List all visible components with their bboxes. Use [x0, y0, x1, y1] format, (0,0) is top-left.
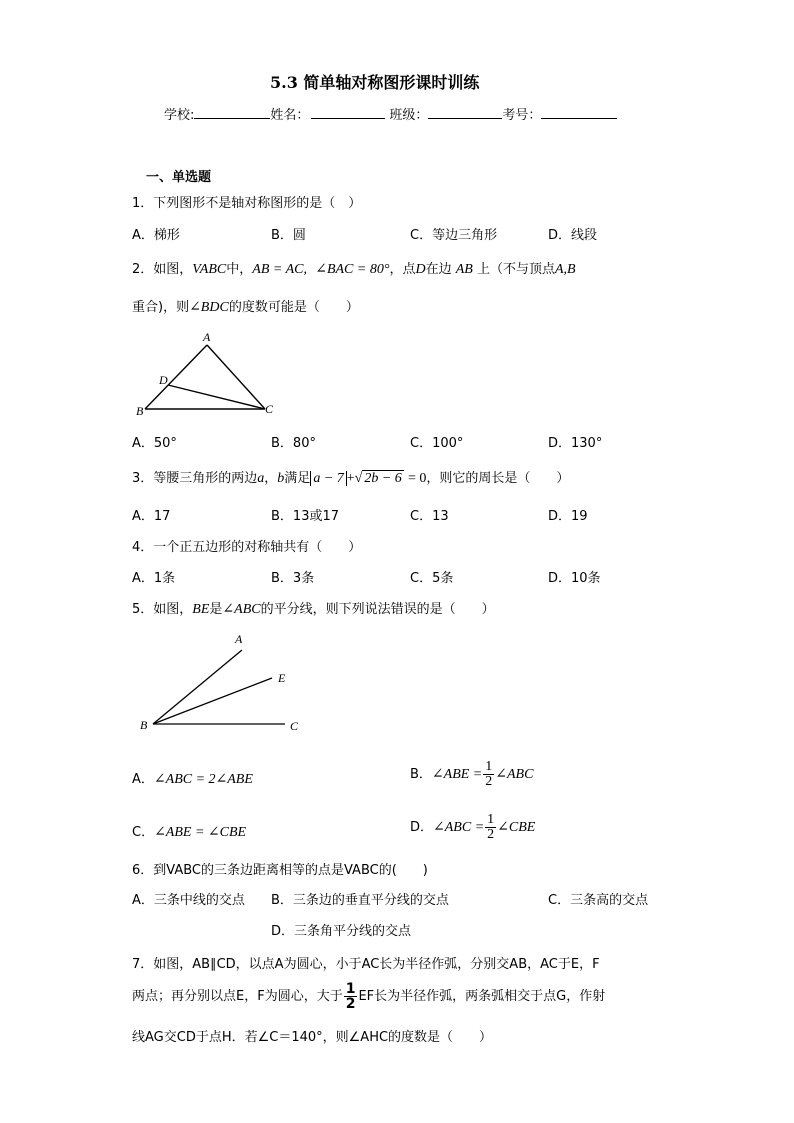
option-label: D．	[410, 820, 434, 835]
q6-option-d[interactable]: D．三条角平分线的交点	[271, 924, 412, 939]
q3-var-a: a	[257, 471, 265, 486]
label-d: D	[159, 373, 168, 387]
name-label: 姓名：	[270, 108, 310, 123]
label-e: E	[278, 671, 286, 685]
q5-angle-abc: ∠ABC	[222, 602, 261, 617]
q5-text: 是	[209, 602, 223, 617]
q2-text: 在边	[425, 262, 452, 277]
q2-prefix: 2．如图，	[132, 262, 193, 277]
ray-be	[153, 678, 272, 724]
fraction-half: $\frac{1}{2}$	[345, 981, 356, 1012]
question-4-stem: 4．一个正五边形的对称轴共有（ ）	[132, 540, 362, 555]
q1-option-a[interactable]: A．梯形	[132, 228, 180, 243]
label-c: C	[290, 719, 299, 733]
q6-option-c[interactable]: C．三条高的交点	[548, 893, 649, 908]
q2-option-c[interactable]: C．100°	[410, 436, 464, 451]
q3-option-d[interactable]: D．19	[548, 509, 588, 524]
option-formula: ∠ABE = ∠CBE	[154, 825, 247, 840]
q3-text: ，则它的周长是（ ）	[426, 471, 570, 486]
name-blank[interactable]	[311, 105, 385, 119]
q2-point-d: D	[415, 262, 426, 277]
q4-option-c[interactable]: C．5条	[410, 571, 454, 586]
q4-option-a[interactable]: A．1条	[132, 571, 176, 586]
class-label: 班级：	[389, 108, 429, 123]
question-1-stem: 1．下列图形不是轴对称图形的是（ ）	[132, 196, 362, 211]
student-info-row	[164, 104, 617, 123]
side-ab	[145, 345, 207, 409]
side-ac	[207, 345, 265, 409]
label-b: B	[140, 718, 148, 732]
q3-text: 满足	[284, 471, 311, 486]
q5-option-a[interactable]	[132, 768, 253, 788]
class-blank[interactable]	[428, 105, 502, 119]
question-2-stem	[132, 258, 576, 278]
q5-angle-figure	[132, 628, 312, 736]
q3-option-a[interactable]: A．17	[132, 509, 171, 524]
q3-option-b[interactable]: B．13或17	[271, 509, 340, 524]
id-label: 考号：	[502, 108, 542, 123]
q3-option-c[interactable]: C．13	[410, 509, 449, 524]
option-formula: ∠ABC = 2∠ABE	[153, 772, 253, 787]
id-blank[interactable]	[541, 105, 617, 119]
q5-segment-be: BE	[192, 602, 210, 617]
option-formula: ∠ABC	[495, 767, 534, 782]
school-label: 学校:	[164, 108, 195, 123]
question-3-stem: 3．等腰三角形的两边a，b满足 a − 7 +√ 2b − 6 = 0，则它的周长是（ ）	[132, 471, 570, 486]
q2-option-a[interactable]: A．50°	[132, 436, 177, 451]
q5-text: 5．如图，	[132, 602, 193, 617]
q1-option-c[interactable]: C．等边三角形	[410, 228, 498, 243]
q2-eq-ab-ac: AB = AC,	[252, 262, 307, 277]
q3-var-b: b	[277, 471, 285, 486]
page-title: 5.3 简单轴对称图形课时训练	[270, 73, 480, 92]
option-formula: ∠ABC =	[433, 820, 485, 835]
q4-option-d[interactable]: D．10条	[548, 571, 601, 586]
ray-ba	[153, 650, 242, 724]
q5-option-b[interactable]	[410, 760, 533, 789]
q2-vertices: A,B	[555, 262, 576, 277]
question-7-line1: 7．如图，AB∥CD，以点A为圆心，小于AC长为半径作弧，分别交AB，AC于E，F	[132, 957, 600, 972]
question-6-stem: 6．到VABC的三条边距离相等的点是VABC的( )	[132, 863, 428, 878]
q2-text: 中，	[226, 262, 253, 277]
question-5-stem	[132, 598, 495, 618]
q2-triangle: VABC	[192, 262, 227, 277]
q2-triangle-figure	[132, 326, 282, 422]
q2-text: 重合)，则	[132, 300, 190, 315]
fraction-half: $\frac{1}{2}$	[485, 759, 493, 789]
q1-option-b[interactable]: B．圆	[271, 228, 306, 243]
q2-text: 的度数可能是（ ）	[228, 300, 359, 315]
q2-eq-angle: ∠BAC = 80°	[315, 262, 390, 277]
q5-option-c[interactable]	[132, 821, 246, 841]
q3-plus: +	[346, 471, 355, 486]
option-formula: ∠ABE =	[431, 767, 483, 782]
q2-text: 上（不与顶点	[476, 262, 555, 277]
q3-square-root: 2b − 6	[364, 471, 402, 486]
q2-angle-bdc: ∠BDC	[189, 300, 229, 315]
q5-text: 的平分线，则下列说法错误的是（ ）	[260, 602, 495, 617]
q3-text: 3．等腰三角形的两边	[132, 471, 258, 486]
q4-option-b[interactable]: B．3条	[271, 571, 315, 586]
q3-absolute-value: a − 7	[310, 471, 346, 486]
question-2-line2	[132, 296, 359, 316]
q7-text: 两点；再分别以点E，F为圆心，大于	[132, 989, 343, 1004]
q2-segment-ab: AB	[455, 262, 473, 277]
q3-equals: = 0	[407, 471, 427, 486]
option-formula: ∠CBE	[497, 820, 536, 835]
q7-text: EF长为半径作弧，两条弧相交于点G，作射	[358, 989, 606, 1004]
label-c: C	[265, 402, 274, 416]
question-7-line3: 线AG交CD于点H．若∠C＝140°，则∠AHC的度数是（ ）	[132, 1030, 493, 1045]
option-label: B．	[410, 767, 432, 782]
q1-option-d[interactable]: D．线段	[548, 228, 598, 243]
q6-option-b[interactable]: B．三条边的垂直平分线的交点	[271, 893, 449, 908]
question-7-line2	[132, 982, 605, 1011]
option-label: C．	[132, 825, 155, 840]
school-blank[interactable]	[194, 105, 270, 119]
q3-text: ，	[264, 471, 278, 486]
label-a: A	[203, 330, 211, 344]
q2-text: ，点	[389, 262, 416, 277]
q2-option-d[interactable]: D．130°	[548, 436, 603, 451]
option-label: A．	[132, 772, 154, 787]
segment-dc	[168, 385, 265, 409]
section-heading: 一、单选题	[146, 170, 212, 185]
label-a: A	[235, 632, 243, 646]
label-b: B	[136, 404, 144, 418]
q6-option-a[interactable]: A．三条中线的交点	[132, 893, 245, 908]
q2-option-b[interactable]: B．80°	[271, 436, 316, 451]
q5-option-d[interactable]	[410, 813, 535, 842]
fraction-half: $\frac{1}{2}$	[487, 812, 495, 842]
